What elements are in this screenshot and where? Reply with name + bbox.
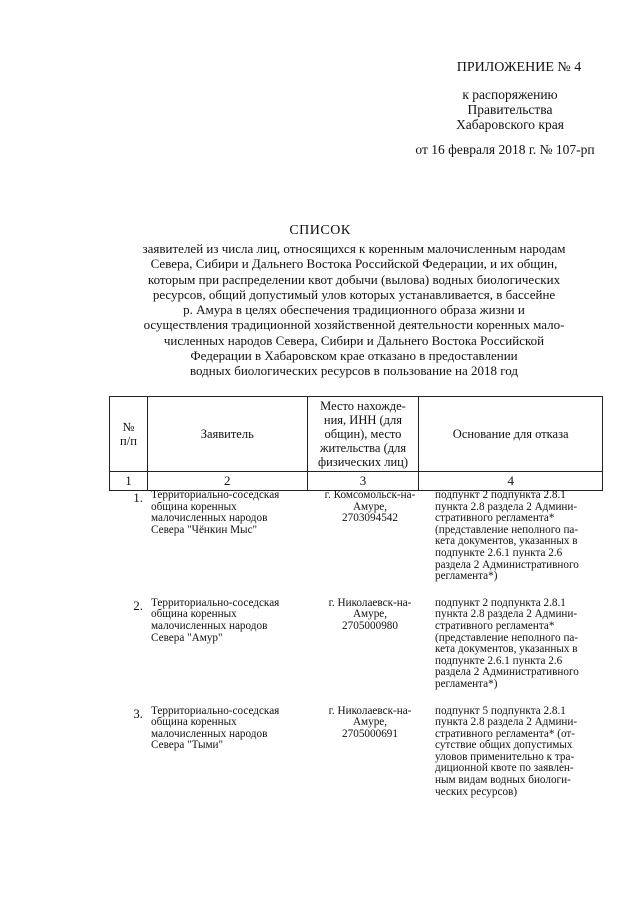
reason-line: регламента*) [435, 677, 498, 690]
location-line: 2705000980 [342, 619, 398, 632]
row-reason [429, 598, 603, 691]
appendix-title: ПРИЛОЖЕНИЕ № 4 [456, 60, 582, 75]
reason-line: ческих ресурсов) [435, 785, 518, 798]
applicant-line: Территориально-соседская [151, 596, 280, 609]
reason-line: кета документов, указанных в [435, 643, 578, 656]
header-location-line: физических лиц) [317, 455, 408, 469]
table-row [109, 490, 603, 583]
subtitle-line: осуществления традиционной хозяйственной деятельности коренных мало- [143, 317, 565, 333]
reason-line: стративного регламента* (от- [435, 727, 576, 740]
location-line: Амуре, [352, 500, 388, 513]
approval-line: Хабаровского края [456, 117, 564, 132]
header-location-line: ния, ИНН (для [323, 413, 403, 427]
subtitle-line: р. Амура в целях обеспечения традиционного образа жизни и [183, 302, 525, 318]
column-number: 2 [147, 472, 307, 491]
reason-line: подпункт 2 подпункта 2.8.1 [435, 596, 566, 609]
subtitle-line: водных биологических ресурсов в пользование на 2018 год [190, 363, 518, 379]
applicant-line: малочисленных народов [151, 727, 268, 740]
reason-line: регламента*) [435, 570, 498, 583]
reason-line: пункта 2.8 раздела 2 Админи- [435, 608, 578, 621]
row-location [307, 598, 429, 691]
reason-line: подпункте 2.6.1 пункта 2.6 [435, 654, 563, 667]
document-subtitle [112, 241, 596, 379]
location-line: г. Комсомольск-на- [324, 489, 416, 501]
reason-line: раздела 2 Административного [435, 666, 579, 679]
reason-line: стративного регламента* [435, 512, 555, 525]
header-reason: Основание для отказа [419, 397, 603, 472]
header-location [307, 397, 419, 472]
row-number: 3. [133, 705, 143, 721]
header-number-line: п/п [120, 434, 137, 448]
table-row [109, 706, 603, 799]
subtitle-line: заявителей из числа лиц, относящихся к коренным малочисленным народам [142, 241, 566, 256]
reason-line: сутствие общих допустимых [435, 739, 573, 752]
table-body [109, 490, 603, 813]
reason-line: диционной квоте по заявлен- [435, 762, 574, 775]
subtitle-line: Федерации в Хабаровском крае отказано в предоставлении [190, 348, 518, 364]
reason-line: пункта 2.8 раздела 2 Админи- [435, 500, 578, 513]
reason-line: раздела 2 Административного [435, 558, 579, 571]
row-applicant [147, 490, 307, 583]
table-row [109, 598, 603, 691]
location-line: Амуре, [352, 608, 388, 621]
subtitle-line: численных народов Севера, Сибири и Дальнего Востока Российской [163, 332, 545, 348]
applicant-line: Территориально-соседская [151, 704, 280, 717]
row-number: 1. [133, 490, 143, 505]
reason-line: подпункт 5 подпункта 2.8.1 [435, 704, 566, 717]
approval-line: к распоряжению [462, 87, 558, 102]
applicant-line: Севера "Чёнкин Мыс" [151, 523, 258, 536]
row-location [307, 706, 429, 799]
subtitle-line: Севера, Сибири и Дальнего Востока Российской Федерации, и их общин, [150, 256, 558, 272]
applicant-line: община коренных [151, 500, 237, 513]
row-location [307, 490, 429, 583]
reason-line: подпункт 2 подпункта 2.8.1 [435, 489, 566, 501]
applicant-line: малочисленных народов [151, 619, 268, 632]
row-number: 2. [133, 597, 143, 613]
row-applicant [147, 706, 307, 799]
applicant-line: община коренных [151, 608, 237, 621]
row-applicant [147, 598, 307, 691]
refusal-table-header [109, 396, 603, 491]
location-line: Амуре, [352, 716, 388, 729]
row-reason [429, 706, 603, 799]
column-number: 3 [307, 472, 419, 491]
approval-block [390, 60, 630, 157]
reason-line: кета документов, указанных в [435, 535, 578, 548]
column-number: 1 [110, 472, 148, 491]
reason-line: подпункте 2.6.1 пункта 2.6 [435, 546, 563, 559]
reason-line: пункта 2.8 раздела 2 Админи- [435, 716, 578, 729]
document-title: СПИСОК [289, 223, 351, 238]
column-number-row [110, 472, 603, 491]
header-number [110, 397, 148, 472]
location-line: 2705000691 [342, 727, 398, 740]
approval-line: Правительства [467, 102, 553, 117]
applicant-line: Территориально-соседская [151, 489, 280, 501]
header-number-line: № [122, 420, 135, 434]
applicant-line: община коренных [151, 716, 237, 729]
column-number: 4 [419, 472, 603, 491]
header-location-line: Место нахожде- [320, 399, 406, 413]
applicant-line: малочисленных народов [151, 512, 268, 525]
header-location-line: общин), место [324, 427, 402, 441]
reason-line: (представление неполного па- [435, 523, 579, 536]
applicant-line: Севера "Амур" [151, 631, 223, 644]
location-line: г. Николаевск-на- [328, 704, 412, 717]
location-line: г. Николаевск-на- [328, 596, 412, 609]
row-reason [429, 490, 603, 583]
reason-line: (представление неполного па- [435, 631, 579, 644]
applicant-line: Севера "Тыми" [151, 739, 224, 752]
header-location-line: жительства (для [319, 441, 407, 455]
header-row [110, 397, 603, 472]
reason-line: ным видам водных биологи- [435, 774, 571, 787]
header-applicant: Заявитель [147, 397, 307, 472]
reason-line: уловов применительно к тра- [435, 750, 575, 763]
location-line: 2703094542 [342, 512, 398, 525]
approval-date: от 16 февраля 2018 г. № 107-рп [415, 142, 595, 157]
reason-line: стративного регламента* [435, 619, 555, 632]
subtitle-line: ресурсов, общий допустимый улов которых устанавливается, в бассейне [152, 286, 556, 302]
subtitle-line: которым при распределении квот добычи (вылова) водных биологических [147, 271, 561, 287]
